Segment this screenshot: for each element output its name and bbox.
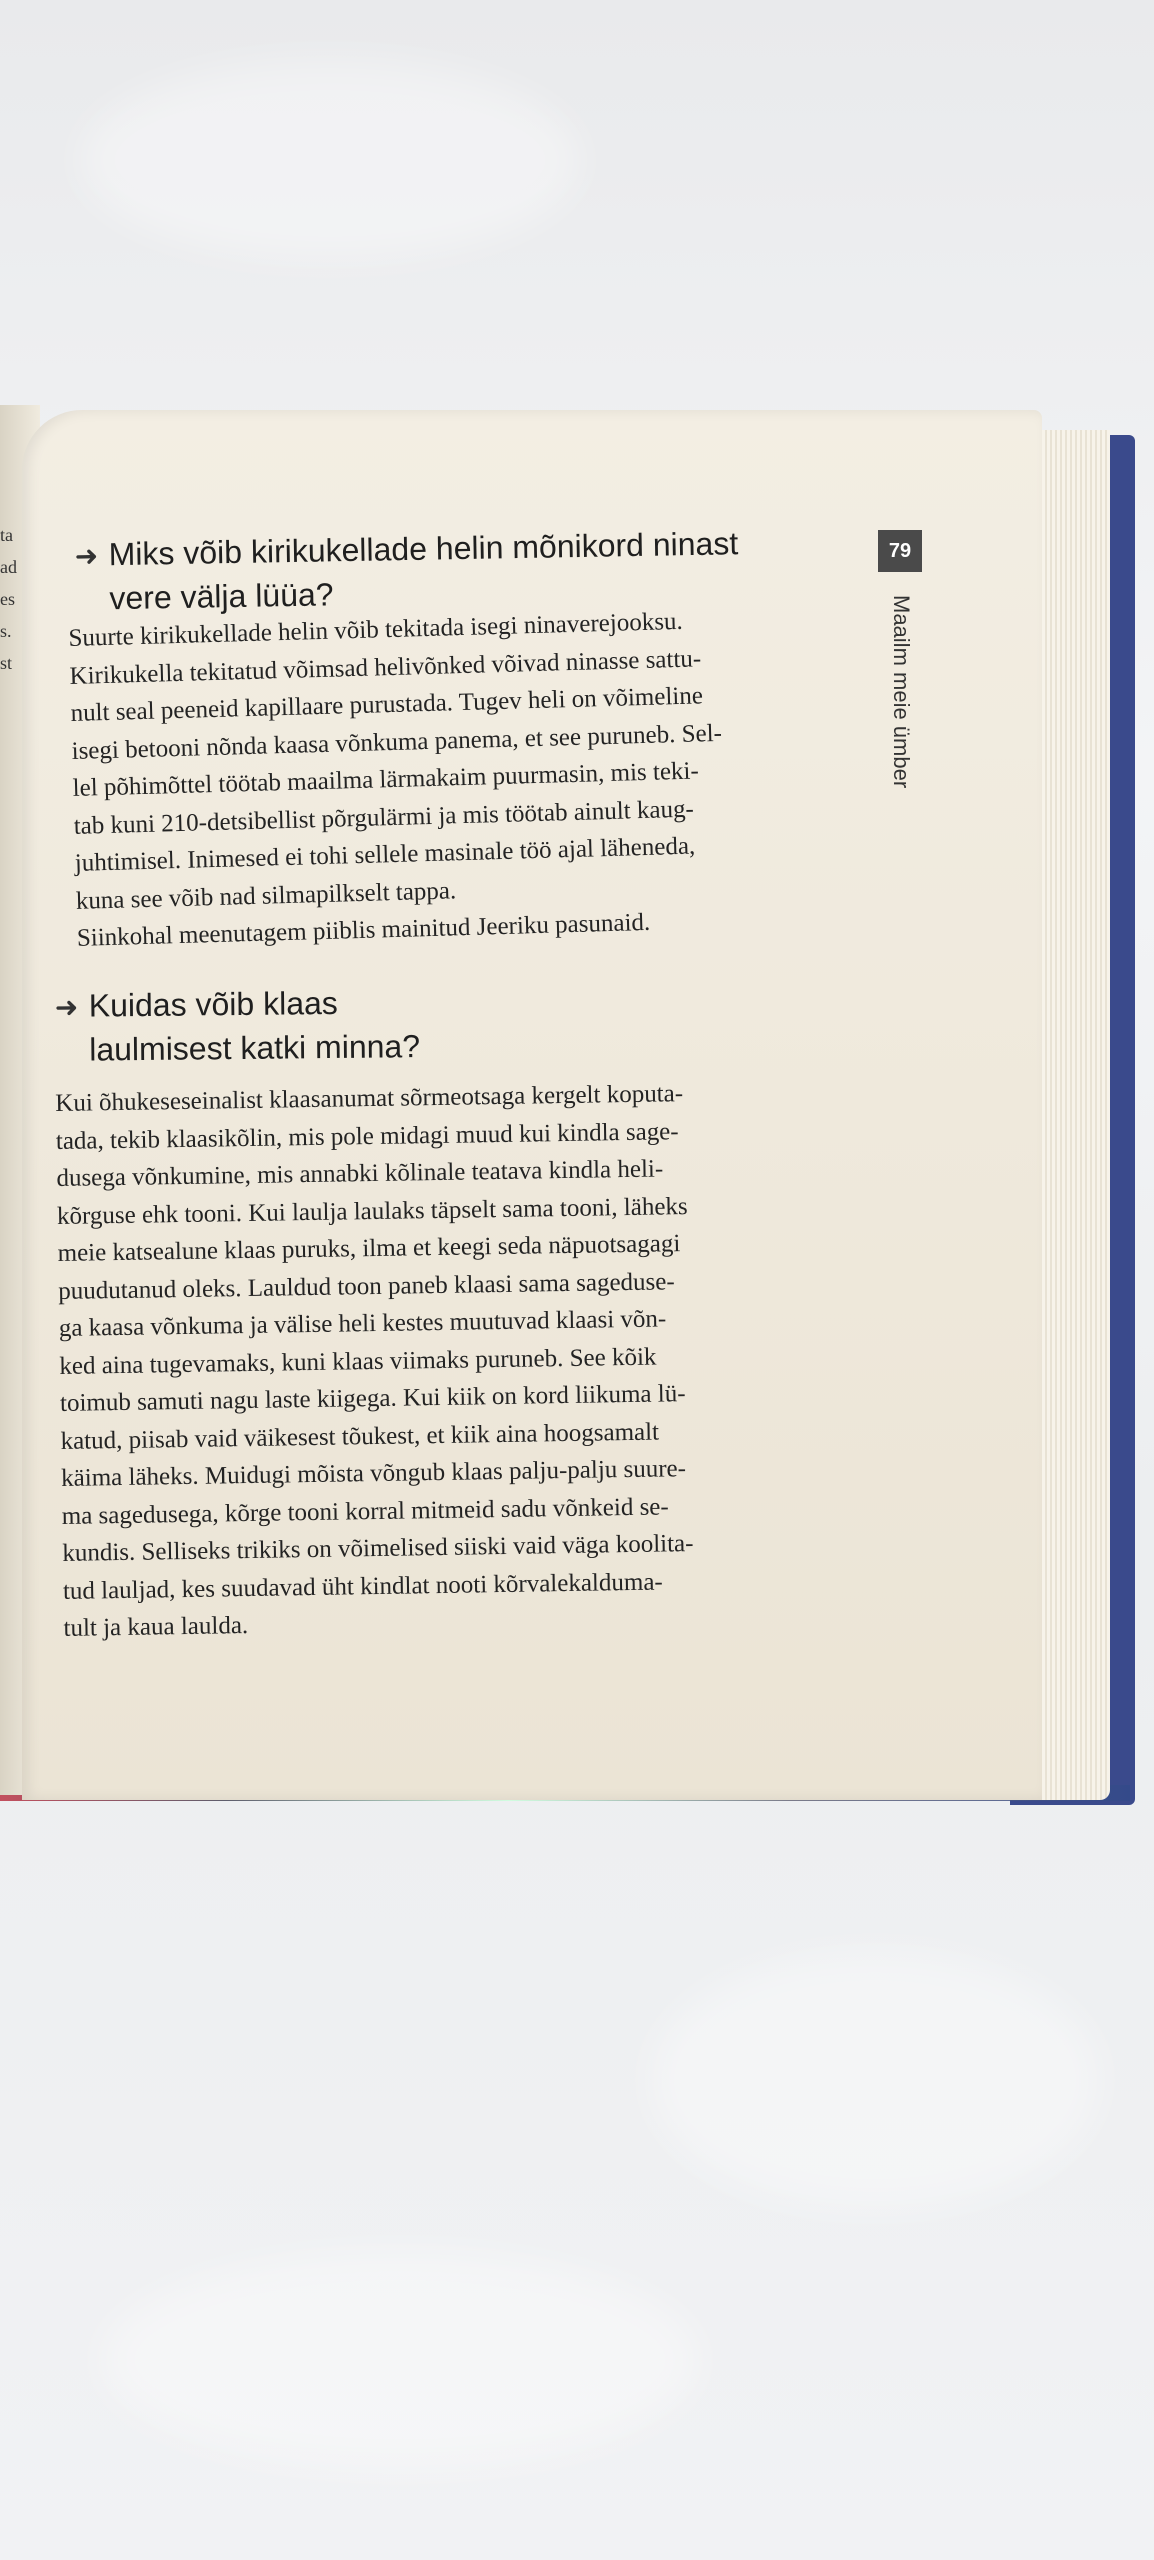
tablecloth-fold (80, 60, 580, 260)
text-line: Suurte kirikukellade helin võib tekitada isegi ninaverejooksu. (68, 607, 684, 652)
running-head (886, 595, 916, 825)
arrow-right-icon: ➜ (54, 991, 79, 1023)
section2-heading-line2: laulmisest katki minna? (89, 1028, 421, 1068)
text-line: katud, piisab vaid väikesest tõukest, et kiik aina hoogsamalt (60, 1418, 660, 1455)
text-line: Siinkohal meenutagem piiblis mainitud Jeeriku pasunaid. (76, 908, 651, 952)
section2-body (55, 1075, 695, 1647)
left-page-fragment: es (0, 589, 15, 609)
section1-heading-line1: Miks võib kirikukellade helin mõnikord ninast (108, 525, 739, 573)
text-line: ked aina tugevamaks, kuni klaas viimaks puruneb. See kõik (59, 1343, 657, 1380)
text-line: toimub samuti nagu laste kiigega. Kui kiik on kord liikuma lü- (59, 1380, 686, 1417)
running-head-text: Maailm meie ümber (889, 595, 914, 789)
text-line: tab kuni 210-detsibellist põrgulärmi ja mis töötab ainult kaug- (73, 795, 695, 840)
section1-body (68, 602, 728, 958)
text-line: Kui õhukeseseinalist klaasanumat sõrmeotsaga kergelt koputa- (55, 1080, 684, 1117)
left-page-fragment: ad (0, 557, 17, 577)
text-line: kundis. Selliseks trikiks on võimelised siiski vaid väga koolita- (62, 1530, 694, 1567)
text-line: juhtimisel. Inimesed ei tohi sellele masinale töö ajal läheneda, (74, 832, 696, 877)
page-number: 79 (878, 530, 922, 572)
text-line: Kirikukella tekitatud võimsad helivõnked võivad ninasse sattu- (69, 644, 702, 690)
tablecloth-fold (650, 1950, 1100, 2210)
text-line: tud lauljad, kes suudavad üht kindlat nooti kõrvalekalduma- (62, 1568, 663, 1605)
text-line: ma sagedusega, kõrge tooni korral mitmeid sadu võnkeid se- (61, 1492, 669, 1530)
text-line: puudutanud oleks. Lauldud toon paneb klaasi sama sageduse- (58, 1267, 675, 1305)
left-page-fragment: st (0, 653, 13, 673)
text-line: nult seal peeneid kapillaare purustada. Tugev heli on võimeline (70, 682, 704, 727)
text-line: isegi betooni nõnda kaasa võnkuma panema, et see puruneb. Sel- (71, 719, 723, 765)
text-line: meie katsealune klaas puruks, ilma et keegi seda näpuotsagagi (57, 1230, 681, 1267)
text-line: kõrguse ehk tooni. Kui laulja laulaks täpselt sama tooni, läheks (56, 1192, 688, 1230)
text-line: kuna see võib nad silmapilkselt tappa. (75, 876, 457, 915)
section2-heading-line1: Kuidas võib klaas (88, 984, 338, 1024)
arrow-right-icon: ➜ (74, 540, 99, 572)
text-line: dusega võnkumine, mis annabki kõlinale teatava kindla heli- (56, 1155, 664, 1192)
section2-heading (55, 981, 421, 1071)
text-line: käima läheks. Muidugi mõista võngub klaas palju-palju suure- (60, 1455, 687, 1492)
section1-heading-line2: vere välja lüüa? (109, 576, 334, 617)
text-line: ga kaasa võnkuma ja välise heli kestes muutuvad klaasi võn- (58, 1305, 667, 1342)
tablecloth-fold (100, 2250, 700, 2470)
text-line: tada, tekib klaasikõlin, mis pole midagi muud kui kindla sage- (55, 1117, 679, 1155)
left-page-fragment: ta (0, 525, 13, 545)
left-page-fragment: s. (0, 621, 12, 641)
text-line: lel põhimõttel töötab maailma lärmakaim puurmasin, mis teki- (72, 757, 700, 802)
text-line: tult ja kaua laulda. (63, 1612, 249, 1642)
